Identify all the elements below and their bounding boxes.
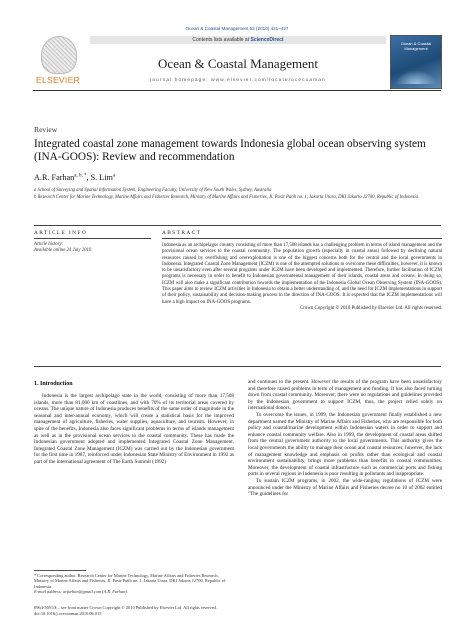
cover-title: Ocean & Coastal Management [400, 41, 432, 51]
paragraph: To sustain ICZM programs, in 2002, the wide-ranging regulations of ICZM were announced under the Ministry of Marine Affairs and Fisheries decree no 10 of 2002 entitled "The guidelines for [248, 477, 442, 498]
right-column [248, 379, 442, 498]
copyright-notice: Crown Copyright © 2010 Published by Elsevier Ltd. All rights reserved. [300, 305, 442, 311]
paragraph: To overcome the issues, in 1999, the Indonesian government finally established a new department named the Ministry of Marine Affairs and Fisheries, who are responsible for both policy and coastal/marine development within Indonesian waters in order to support and enhance coastal community welfare. Also in 1999, the development of coastal areas shifted from the central government authority to the local governments. This authority gives the local governments the ability to manage their ocean and coastal resources; however, the lack of management knowledge and emphasis on profits rather than ecological and coastal environment sustainability, brings more problems than benefits to coastal communities. Moreover, the development of coastal infrastructure such as commercial ports and fishing ports in several regions in Indonesia is poor resulting in pollutants and inappropriate. [248, 411, 442, 478]
footnote-rule [34, 570, 86, 571]
abstract-text: Indonesia as an archipelagos country consisting of more than 17,508 islands has a challenging problem in terms of island management and the provisional ocean services to the coastal community. The population growth (especially in coastal areas) followed by declining natural resources caused by overfishing and overexploitation is one of the biggest concerns both for the central and the local governments in Indonesia. Integrated Coastal Zone Management (ICZM) is one of the attempted solutions to overcome these difficulties, however, it is known to be unsatisfactory even after several programs under ICZM have been developed and implemented. Therefore, further facilitation of ICZM programs is necessary in order to benefit to Indonesian governmental management of their islands, coastal areas and oceans. In doing so, ICZM will also make a significant contribution towards the implementation of the Indonesia Global Ocean Observing System (INA-GOOS). This paper aims to review ICZM activities in Indonesia to obtain a better understanding of, and the need for ICZM implementations in support of their policy, sustainability and decision-making process in the direction of INA-GOOS. It is expected that the ICZM implementations will have a high impact on INA-GOOS programs. [162, 243, 442, 305]
cover-wave-graphic [395, 70, 437, 84]
email-note[interactable]: E-mail address: arfarhan@gmail.com (A.R. Farhan). [34, 589, 128, 595]
corresponding-author-note: * Corresponding author. Research Center for Marine Technology, Marine Affairs and Fisheries Research, Ministry of Marine Affairs and Fisheries, Jl. Pasir Putih no. 1, Jakarta Utara, DKI Jakarta 12700, Republic of Indonesia. [34, 573, 226, 589]
affiliation-b: b Research Center for Marine Technology, Marine Affairs and Fisheries Research, Ministry of Marine Affairs and Fisheries, Jl. Pasir Putih no. 1, Jakarta Utara, DKI Jakarta 12700, Republic of Indonesia [34, 195, 419, 200]
publisher-logo [33, 34, 83, 88]
publisher-logo-text: ELSEVIER [36, 75, 80, 85]
author-separator: , [86, 173, 91, 182]
contents-bar [90, 36, 386, 44]
journal-cover-image [390, 35, 442, 89]
left-column [34, 393, 234, 466]
author-name[interactable]: A.R. Farhan [34, 173, 75, 182]
affiliation-a: a School of Surveying and Spatial Information System, Engineering Faculty, University of New South Wales, Sydney, Australia [34, 188, 272, 193]
divider [162, 238, 442, 239]
contents-prefix: Contents lists available at [192, 37, 251, 43]
abstract-heading: ABSTRACT [162, 230, 202, 236]
author-name[interactable]: S. Lim [90, 173, 113, 182]
article-title: Integrated coastal zone management towards Indonesia global ocean observing system (INA-GOOS): Review and recommendation [34, 138, 426, 163]
tree-icon [41, 36, 77, 74]
article-info-heading: ARTICLE INFO [34, 230, 88, 236]
divider [34, 238, 151, 239]
author-affil-marker: a [112, 173, 116, 179]
doi-link[interactable]: doi:10.1016/j.ocecoaman.2010.06.015 [34, 610, 102, 616]
paragraph: and continues to the present. However the results of the program have been unsatisfactory and therefore raised problems in term of management and funding. It has also faced turning down from coastal community. Moreover, there were no regulations and guidelines provided by the Indonesian government to support ICZM, thus, the project relied solely on international donors. [248, 379, 442, 412]
journal-homepage[interactable]: journal homepage: www.elsevier.com/locate/ocecoaman [150, 78, 326, 83]
front-matter-line [34, 605, 294, 616]
article-type: Review [34, 125, 58, 134]
journal-title: Ocean & Coastal Management [158, 56, 318, 71]
divider [34, 225, 441, 226]
running-head: Ocean & Coastal Management 53 (2010) 421–427 [185, 26, 289, 31]
abstract [162, 243, 442, 312]
author-affil-marker: a, b, * [74, 173, 87, 179]
divider [34, 366, 441, 367]
sciencedirect-link[interactable]: ScienceDirect [250, 37, 284, 43]
paragraph: Indonesia is the largest archipelago state in the world, consisting of more than 17,508 islands, more than 81,000 km of coastlines, and with 70% of its territorial areas covered by oceans. The unique nature of Indonesia produces benefits of the same order of magnitude in the seasonal and inter-annual economy, which will create a statistical basis for the improved management of agriculture, fisheries, water supplies, aquaculture, and tourism. However, in spite of the benefits, Indonesia also faces significant problems in terms of islands management as well as in the provisional ocean services to the coastal community. These has made the Indonesian government adopted and implemented Integrated Coastal Zone Management. Integrated Coastal Zone Management (ICZM) was carried out by the Indonesian government for the first time in 1987, reinforced under Indonesian State Ministry of Environment in 1992 as part of the international agreement of The Earth Summit (1992) [34, 393, 234, 465]
issn-line: 0964-5691/$ – see front matter Crown Copyright © 2010 Published by Elsevier Ltd. All rights reserved. [34, 605, 217, 610]
section-heading: 1. Introduction [34, 381, 73, 387]
article-history-label: Article history: [34, 242, 64, 247]
article-history-value: Available online 24 July 2010 [34, 248, 92, 253]
footnotes [34, 573, 232, 595]
author-list [34, 173, 115, 182]
